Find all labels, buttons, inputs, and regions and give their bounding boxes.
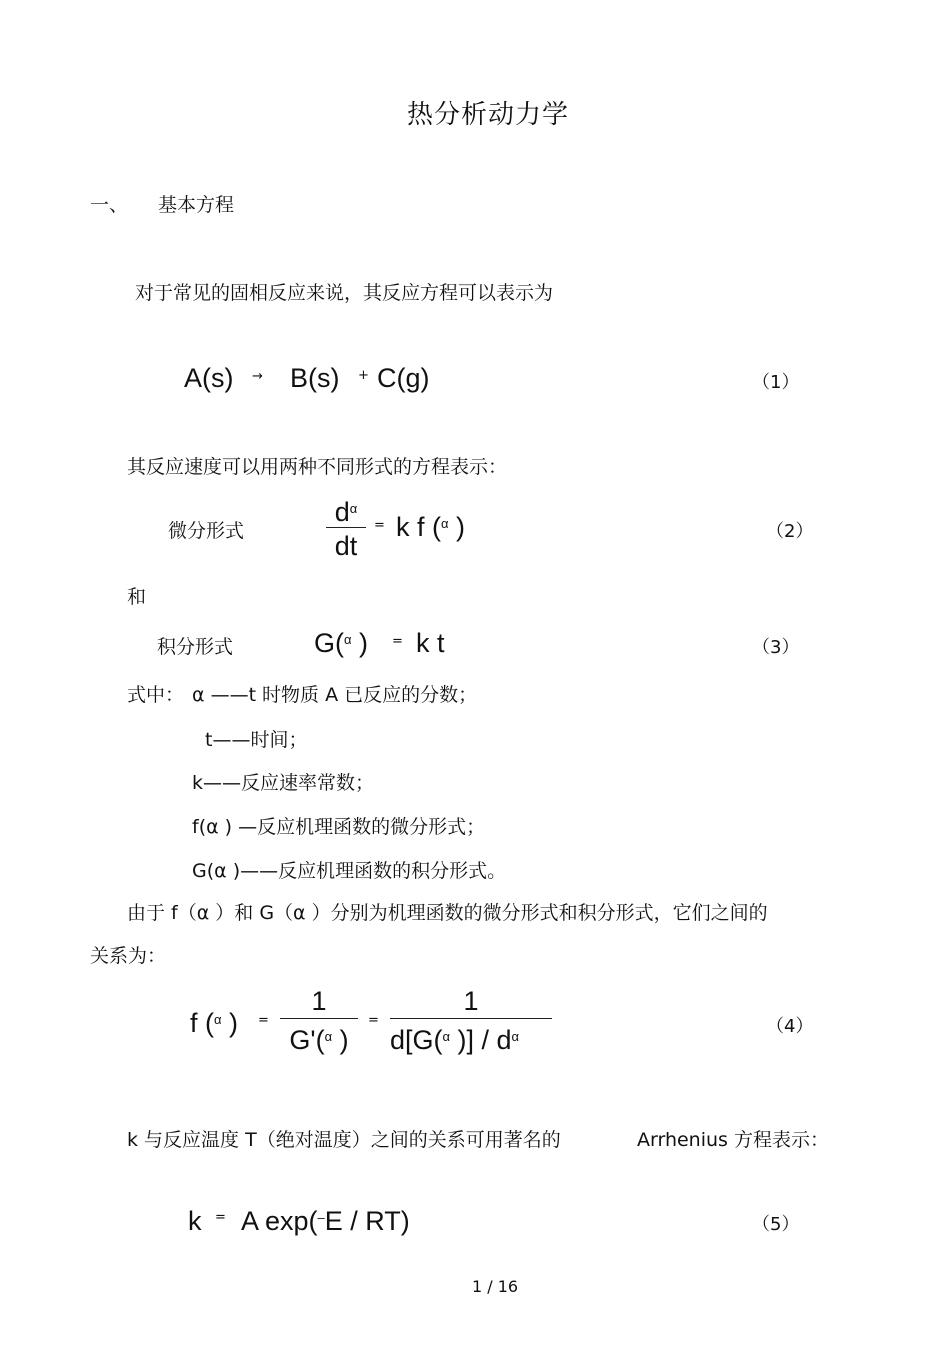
eq4-fraction-1 — [280, 984, 358, 1059]
relation-line-1: 由于 f（α ）和 G（α ）分别为机理函数的微分形式和积分形式，它们之间的 — [127, 902, 768, 924]
eq4-lhs-end: ) — [221, 1008, 239, 1038]
eq4-den1-text: G'( — [289, 1025, 325, 1055]
page-title: 热分析动力学 — [407, 100, 570, 130]
defs-lead: 式中： — [127, 684, 185, 706]
eq5-minus: – — [317, 1210, 325, 1225]
section-number: 一、 — [90, 194, 129, 216]
arrhenius-intro-2: Arrhenius 方程表示： — [637, 1129, 829, 1151]
intro-paragraph: 对于常见的固相反应来说，其反应方程可以表示为 — [135, 282, 554, 304]
eq2-prefix: 微分形式 — [168, 520, 245, 542]
eq2-numerator: d — [334, 497, 350, 527]
and-text: 和 — [127, 586, 147, 608]
eq3-label: （3） — [752, 637, 800, 658]
eq5-equals: = — [215, 1210, 226, 1225]
eq2-equals: = — [374, 518, 385, 533]
eq4-label: （4） — [766, 1016, 814, 1037]
def-alpha: α ——t 时物质 A 已反应的分数； — [192, 684, 478, 706]
eq3-prefix: 积分形式 — [157, 636, 234, 658]
def-t: t——时间； — [205, 729, 308, 751]
eq3-lhs-text: G( — [314, 628, 344, 658]
eq5-rhs-text-1: A exp( — [241, 1206, 318, 1236]
eq2-rhs-end: ) — [448, 512, 466, 542]
eq4-equals-1: = — [258, 1013, 269, 1028]
rate-intro: 其反应速度可以用两种不同形式的方程表示： — [127, 456, 508, 478]
page-number: 1 / 16 — [472, 1277, 519, 1296]
eq5-label: （5） — [752, 1214, 800, 1235]
def-k: k——反应速率常数； — [192, 772, 375, 794]
eq5-lhs: k — [188, 1206, 202, 1236]
eq1-arrow: → — [252, 369, 263, 384]
eq2-fraction — [326, 497, 366, 562]
eq1-lhs: A(s) — [184, 363, 234, 393]
eq2-denominator: dt — [334, 531, 358, 561]
eq3-lhs-alpha: α — [344, 632, 352, 647]
eq4-lhs — [190, 1008, 238, 1039]
eq4-den2-text: d[G( — [390, 1025, 443, 1055]
eq1-rhs1: B(s) — [290, 363, 340, 393]
eq3-lhs-end: ) — [351, 628, 369, 658]
section-heading: 基本方程 — [158, 194, 235, 216]
eq4-denominator-1 — [280, 1019, 358, 1059]
eq1-plus: + — [358, 368, 369, 383]
eq4-den2-alpha-2: α — [511, 1029, 520, 1044]
eq4-den2-mid: )] / d — [450, 1025, 512, 1055]
eq1-label: （1） — [752, 372, 800, 393]
eq4-lhs-text: f ( — [190, 1008, 214, 1038]
def-f: f(α ) —反应机理函数的微分形式； — [192, 816, 486, 838]
eq1-rhs2: C(g) — [377, 363, 430, 393]
eq3-lhs — [314, 628, 368, 659]
eq4-den2-alpha: α — [442, 1029, 451, 1044]
eq2-num-alpha: α — [349, 501, 358, 516]
arrhenius-intro-1: k 与反应温度 T（绝对温度）之间的关系可用著名的 — [127, 1129, 561, 1151]
eq4-fraction-2 — [390, 984, 552, 1059]
eq2-rhs — [396, 512, 465, 543]
eq4-numerator-1: 1 — [311, 986, 327, 1016]
eq2-label: （2） — [766, 521, 814, 542]
relation-line-2: 关系为： — [90, 945, 167, 967]
eq4-den1-end: ) — [332, 1025, 349, 1055]
eq4-lhs-alpha: α — [214, 1012, 222, 1027]
eq4-numerator-2: 1 — [463, 986, 479, 1016]
eq2-rhs-text: k f ( — [396, 512, 441, 542]
eq3-equals: = — [392, 634, 403, 649]
eq5-rhs-text-2: E / RT) — [324, 1206, 410, 1236]
eq4-den1-alpha: α — [324, 1029, 333, 1044]
eq4-denominator-2 — [390, 1019, 552, 1059]
def-g: G(α )——反应机理函数的积分形式。 — [192, 860, 507, 882]
eq5-rhs — [241, 1206, 410, 1237]
eq3-rhs: k t — [416, 628, 445, 658]
eq4-equals-2: = — [368, 1013, 379, 1028]
eq2-rhs-alpha: α — [441, 516, 449, 531]
